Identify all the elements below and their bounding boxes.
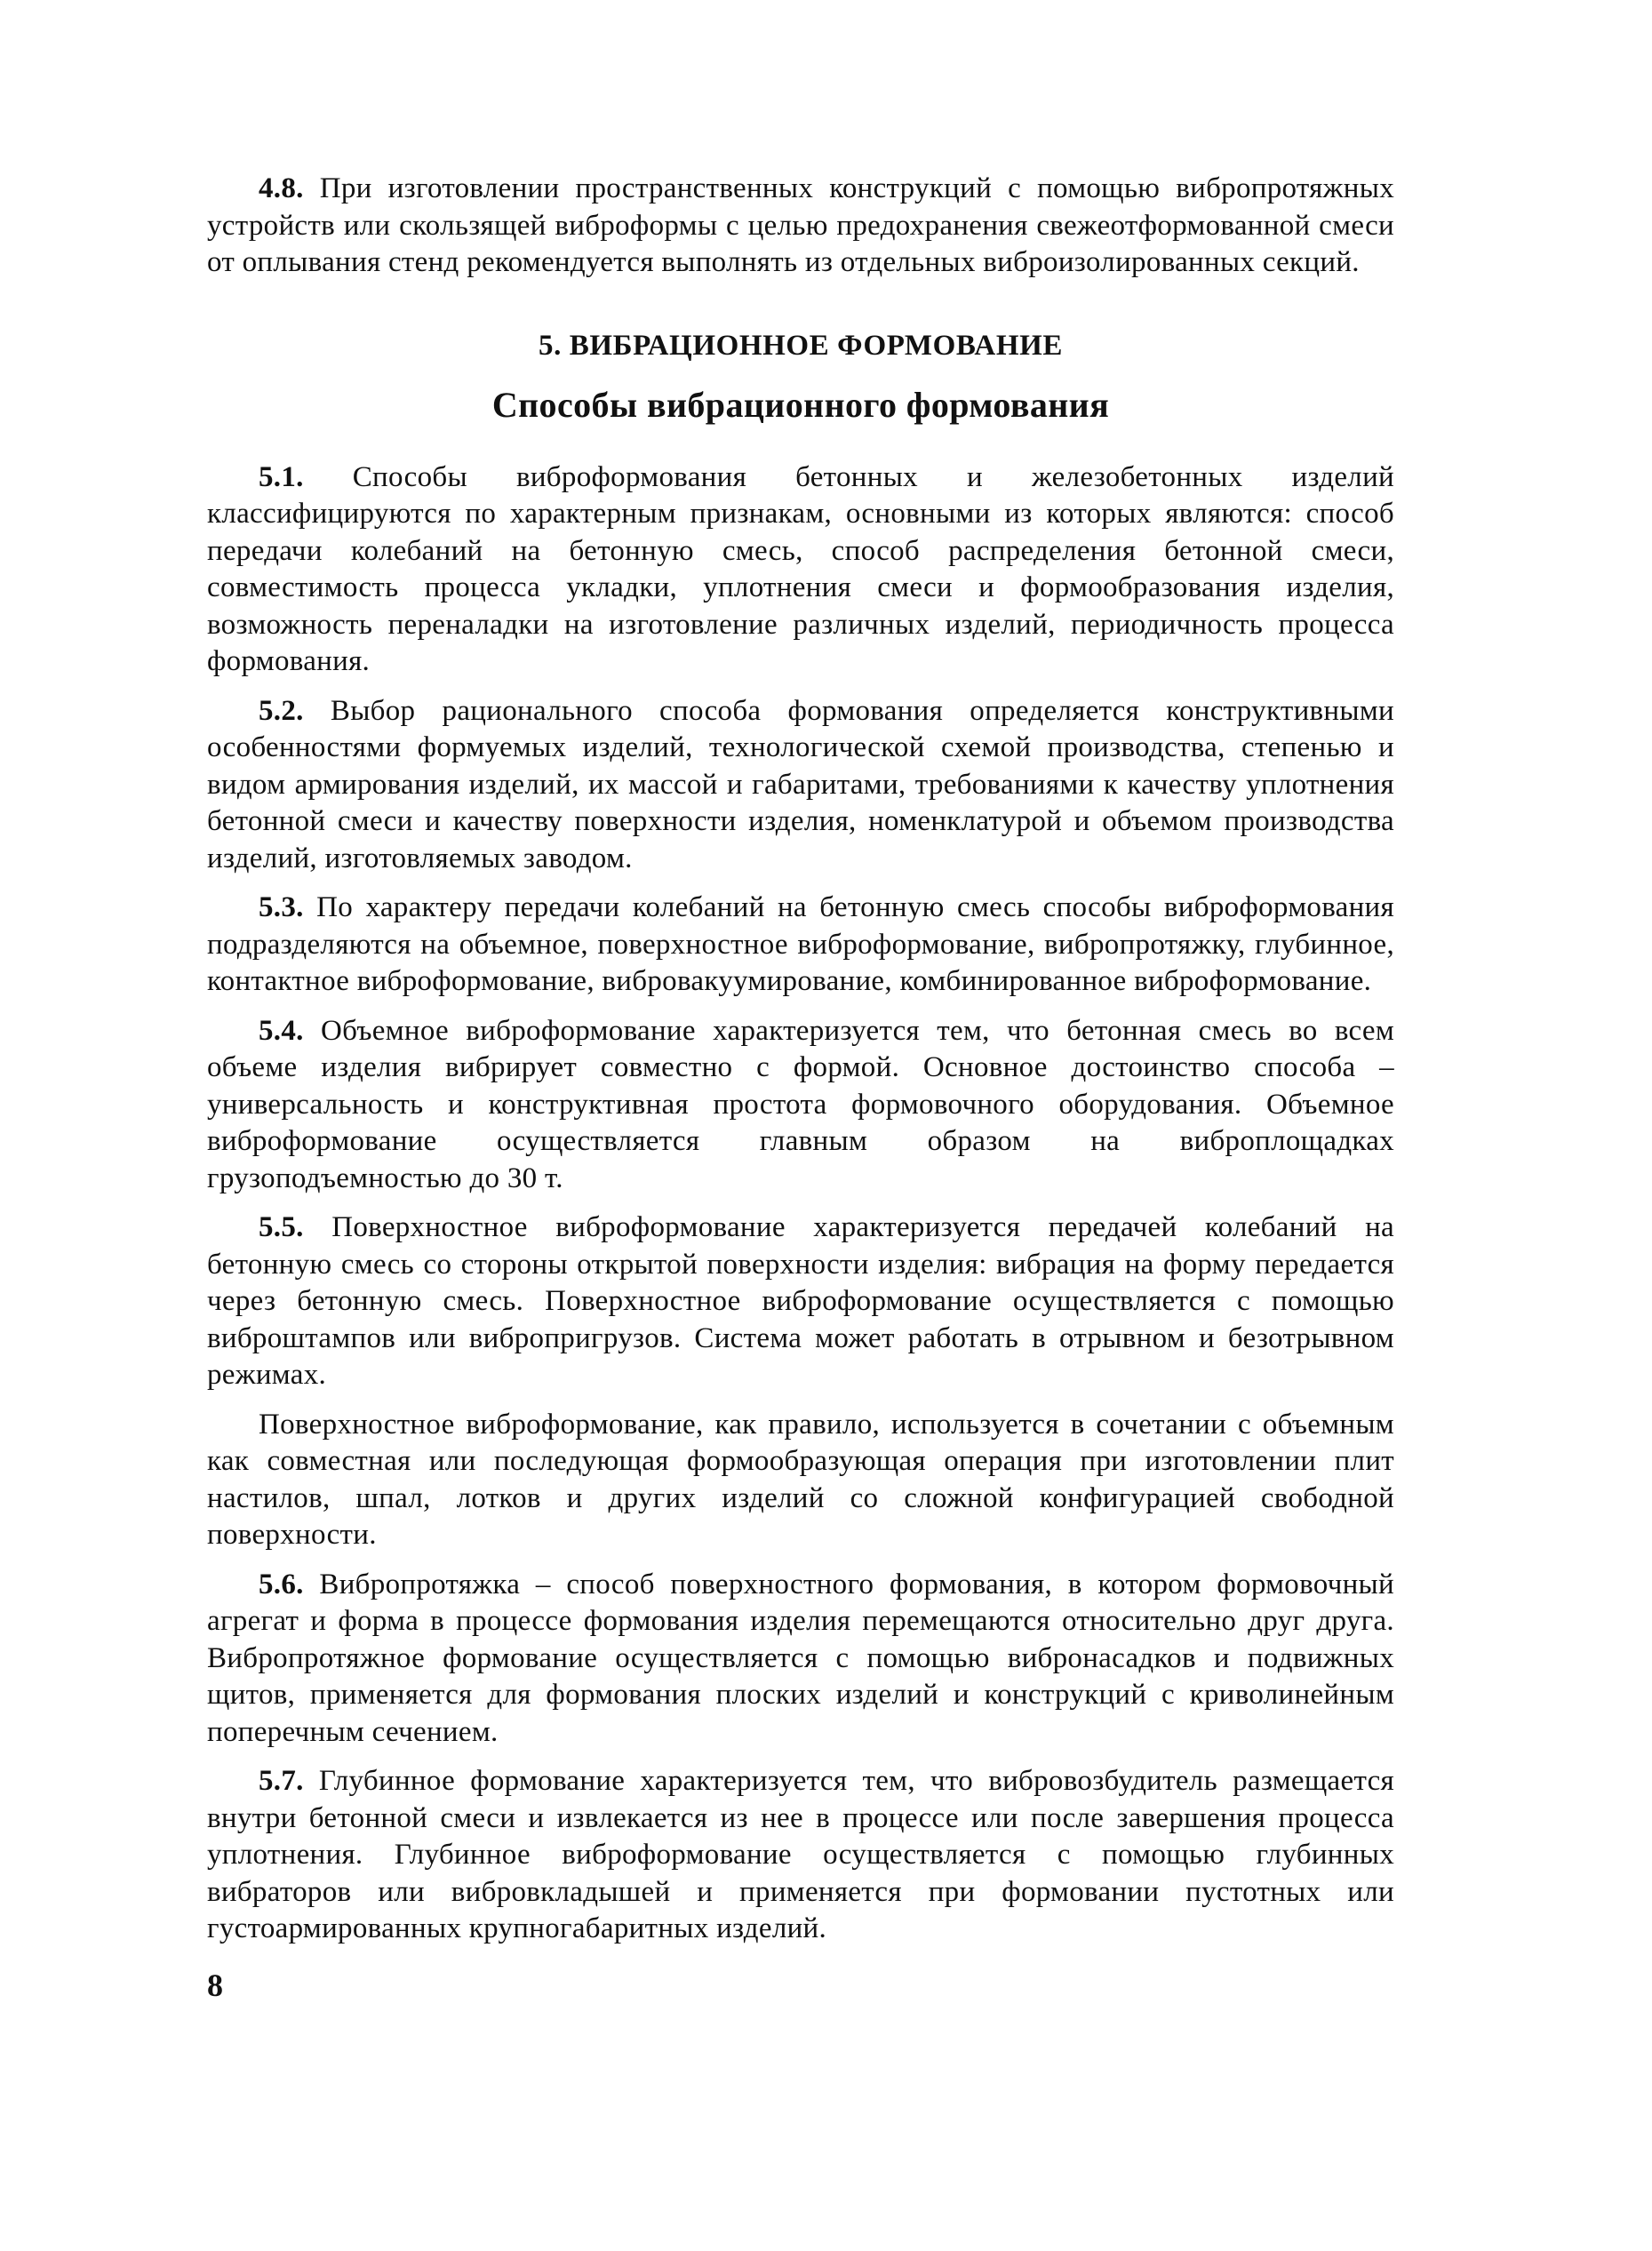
paragraph-text: Поверхностное виброформование, как правило, используется в сочетании с объемным как совместная или последующая формообразующая операция при изготовлении плит настилов, шпал, лотков и других изделий со сложной конфигурацией свободной поверхности.	[207, 1408, 1394, 1551]
paragraph-5-5-continued	[207, 1407, 1394, 1554]
paragraph-5-2	[207, 693, 1394, 878]
paragraph-5-1	[207, 459, 1394, 681]
paragraph-5-5	[207, 1209, 1394, 1394]
paragraph-number: 5.7.	[259, 1765, 304, 1797]
paragraph-5-6	[207, 1567, 1394, 1752]
paragraph-number: 5.4.	[259, 1014, 304, 1047]
section-heading: Способы вибрационного формования	[491, 384, 1110, 425]
paragraph-number: 5.3.	[259, 891, 304, 923]
paragraph-4-8	[207, 171, 1394, 282]
paragraph-number: 5.2.	[259, 694, 304, 727]
paragraph-text: При изготовлении пространственных конструкций с помощью вибропротяжных устройств или скользящей виброформы с целью предохранения свежеотформованной смеси от оплывания стенд рекомендуется выполнять из отдельных виброизолированных секций.	[207, 172, 1394, 278]
paragraph-number: 5.6.	[259, 1568, 304, 1600]
paragraph-5-3	[207, 890, 1394, 1001]
paragraph-text: Способы виброформования бетонных и железобетонных изделий классифицируются по характерным признакам, основными из которых являются: способ передачи колебаний на бетонную смесь, способ распределения бетонной смеси, совместимость процесса укладки, уплотнения смеси и формообразования изделия, возможность переналадки на изготовление различных изделий, периодичность процесса формования.	[207, 460, 1394, 677]
paragraph-number: 5.1.	[259, 460, 304, 493]
paragraph-text: Поверхностное виброформование характеризуется передачей колебаний на бетонную смесь со стороны открытой поверхности изделия: вибрация на форму передается через бетонную смесь. Поверхностное виброформование осуществляется с помощью виброштампов или вибропригрузов. Система может работать в отрывном и безотрывном режимах.	[207, 1211, 1394, 1391]
paragraph-text: Глубинное формование характеризуется тем, что вибровозбудитель размещается внутри бетонной смеси и извлекается из нее в процессе или после завершения процесса уплотнения. Глубинное виброформование осуществляется с помощью глубинных вибраторов или вибровкладышей и применяется при формовании пустотных или густоармированных крупногабаритных изделий.	[207, 1765, 1394, 1944]
paragraph-text: Выбор рационального способа формования определяется конструктивными особенностями формуемых изделий, технологической схемой производства, степенью и видом армирования изделий, их массой и габаритами, требованиями к качеству уплотнения бетонной смеси и качеству поверхности изделия, номенклатурой и объемом производства изделий, изготовляемых заводом.	[207, 694, 1394, 874]
chapter-heading: 5. ВИБРАЦИОННОЕ ФОРМОВАНИЕ	[538, 329, 1063, 362]
paragraph-5-7	[207, 1763, 1394, 1948]
paragraph-text: Вибропротяжка – способ поверхностного формования, в котором формовочный агрегат и форма в процессе формования изделия перемещаются относительно друг друга. Вибропротяжное формование осуществляется с помощью вибронасадков и подвижных щитов, применяется для формования плоских изделий и конструкций с криволинейным поперечным сечением.	[207, 1568, 1394, 1748]
paragraph-text: По характеру передачи колебаний на бетонную смесь способы виброформования подразделяются на объемное, поверхностное виброформование, вибропротяжку, глубинное, контактное виброформование, вибровакуумирование, комбинированное виброформование.	[207, 891, 1394, 997]
paragraph-5-4	[207, 1013, 1394, 1198]
page-number: 8	[207, 1968, 223, 2003]
document-page	[207, 171, 1394, 1960]
paragraph-number: 4.8.	[259, 172, 304, 204]
paragraph-number: 5.5.	[259, 1211, 304, 1243]
paragraph-text: Объемное виброформование характеризуется тем, что бетонная смесь во всем объеме изделия вибрирует совместно с формой. Основное достоинство способа – универсальность и конструктивная простота формовочного оборудования. Объемное виброформование осуществляется главным образом на виброплощадках грузоподъемностью до 30 т.	[207, 1014, 1394, 1194]
